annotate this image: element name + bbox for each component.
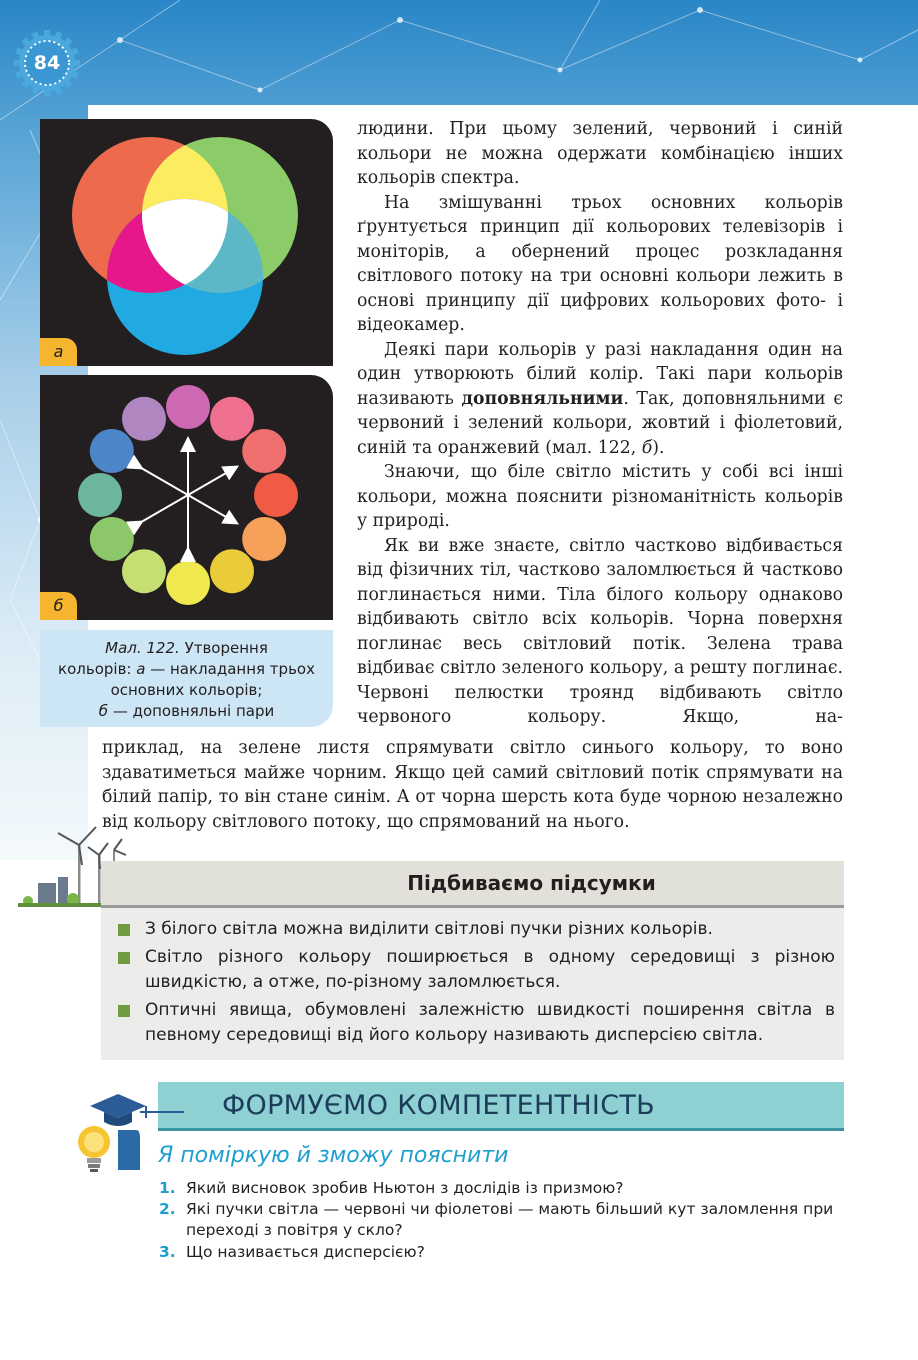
paragraph-2: На змішуванні трьох основних кольорів ґрунтується принцип дії кольорових телевізорів і моніторів, а обернений процес розкладання світлового потоку на три основні кольори лежить в основі принципу дії цифрових кольорових фото- і відеокамер.: [357, 192, 843, 335]
caption-text-2: кольорів:: [58, 660, 132, 678]
question-text: Що називається дисперсією?: [186, 1243, 425, 1261]
question-text: Який висновок зробив Ньютон з дослідів із призмою?: [186, 1179, 624, 1197]
figure-caption: [40, 630, 333, 727]
question-item: [159, 1242, 846, 1263]
wheel-color-dot: [78, 473, 122, 517]
competence-header: [158, 1082, 844, 1128]
wheel-color-dot: [166, 561, 210, 605]
paragraph-3-b: . Так, доповняльними є червоний і зелений кольори, жовтий і фіолетовий, синій та оранжевий (мал. 122,: [357, 388, 843, 458]
competence-title: ФОРМУЄМО КОМПЕТЕНТНІСТЬ: [222, 1090, 655, 1121]
bullet-square-icon: [118, 924, 130, 936]
question-item: [159, 1199, 846, 1241]
main-text-column: [357, 117, 843, 730]
paragraph-5-start: Як ви вже знаєте, світло частково відбивається від фізичних тіл, частково заломлюється й частково поглинається ними. Тіла білого кольору однаково відбивають світло всіх кольорів. Чорна поверхня поглинає весь світловий потік. Зелена трава відбиває світло зеленого кольору, а решту поглинає. Червоні пелюстки троянд відбивають світло червоного кольору. Якщо, на-: [357, 535, 843, 727]
summary-item-text: Оптичні явища, обумовлені залежністю швидкості поширення світла в певному середовищі від його кольору називають дисперсією світла.: [145, 1000, 835, 1045]
wheel-color-dot: [210, 549, 254, 593]
caption-b: б: [98, 702, 109, 720]
color-wheel-diagram: [40, 375, 333, 620]
competence-subtitle: Я поміркую й зможу пояснити: [158, 1143, 509, 1168]
paragraph-4: Знаючи, що біле світло містить у собі всі інші кольори, можна пояснити різноманітність кольорів у природі.: [357, 462, 843, 531]
figure-additive-colors: [40, 119, 333, 366]
page-number: 84: [33, 52, 61, 74]
question-number: 3.: [159, 1243, 176, 1261]
caption-text-4: — доповняльні пари: [112, 702, 275, 720]
summary-box: [101, 908, 844, 1060]
paragraph-3-a: Деякі пари кольорів у разі накладання один на один утворюють білий колір. Такі пари кольорів називають: [357, 339, 843, 409]
competence-divider: [158, 1128, 844, 1131]
summary-item-text: З білого світла можна виділити світлові пучки різних кольорів.: [145, 919, 713, 939]
wheel-color-dot: [90, 517, 134, 561]
caption-label: Мал. 122.: [105, 639, 180, 657]
caption-text-3: — накладання трьох основних кольорів;: [110, 660, 315, 699]
summary-title: Підбиваємо підсумки: [407, 871, 656, 895]
figure-tag-a: а: [40, 338, 77, 366]
paragraph-3: [357, 338, 843, 461]
wheel-color-dot: [210, 397, 254, 441]
summary-item: [145, 917, 835, 942]
color-circles-diagram: [40, 119, 333, 366]
paragraph-3-c: ).: [652, 437, 665, 458]
wheel-color-dot: [90, 429, 134, 473]
wheel-color-dot: [166, 385, 210, 429]
full-width-text: [102, 736, 843, 834]
wheel-color-dot: [254, 473, 298, 517]
question-text: Які пучки світла — червоні чи фіолетові — мають більший кут заломлення при переході з повітря у скло?: [186, 1200, 834, 1239]
figure-tag-b: б: [40, 592, 77, 620]
paragraph-3-ref: б: [641, 437, 653, 458]
term-complementary: доповняльними: [461, 388, 624, 409]
wheel-color-dot: [122, 549, 166, 593]
question-number: 2.: [159, 1200, 176, 1218]
caption-a: а: [136, 660, 146, 678]
wheel-color-dot: [242, 429, 286, 473]
wheel-color-dot: [242, 517, 286, 561]
question-number: 1.: [159, 1179, 176, 1197]
bullet-square-icon: [118, 1005, 130, 1017]
summary-item: [145, 998, 835, 1048]
bullet-square-icon: [118, 952, 130, 964]
paragraph-5-end: приклад, на зелене листя спрямувати світло синього кольору, то воно здаватиметься майже чорним. Якщо цей самий світловий потік спрямувати на білий папір, то він стане синім. А от чорна шерсть кота буде чорною незалежно від кольору світлового потоку, що спрямований на нього.: [102, 738, 843, 832]
figure-complementary-colors: [40, 375, 333, 620]
summary-header: [101, 861, 844, 905]
question-item: [159, 1178, 846, 1199]
caption-text-1: Утворення: [184, 639, 268, 657]
wheel-color-dot: [122, 397, 166, 441]
paragraph-1: людини. При цьому зелений, червоний і синій кольори не можна одержати комбінацією інших кольорів спектра.: [357, 119, 843, 188]
summary-item-text: Світло різного кольору поширюється в одному середовищі з різною швидкістю, а отже, по-різному заломлюється.: [145, 947, 835, 992]
summary-item: [145, 945, 835, 995]
